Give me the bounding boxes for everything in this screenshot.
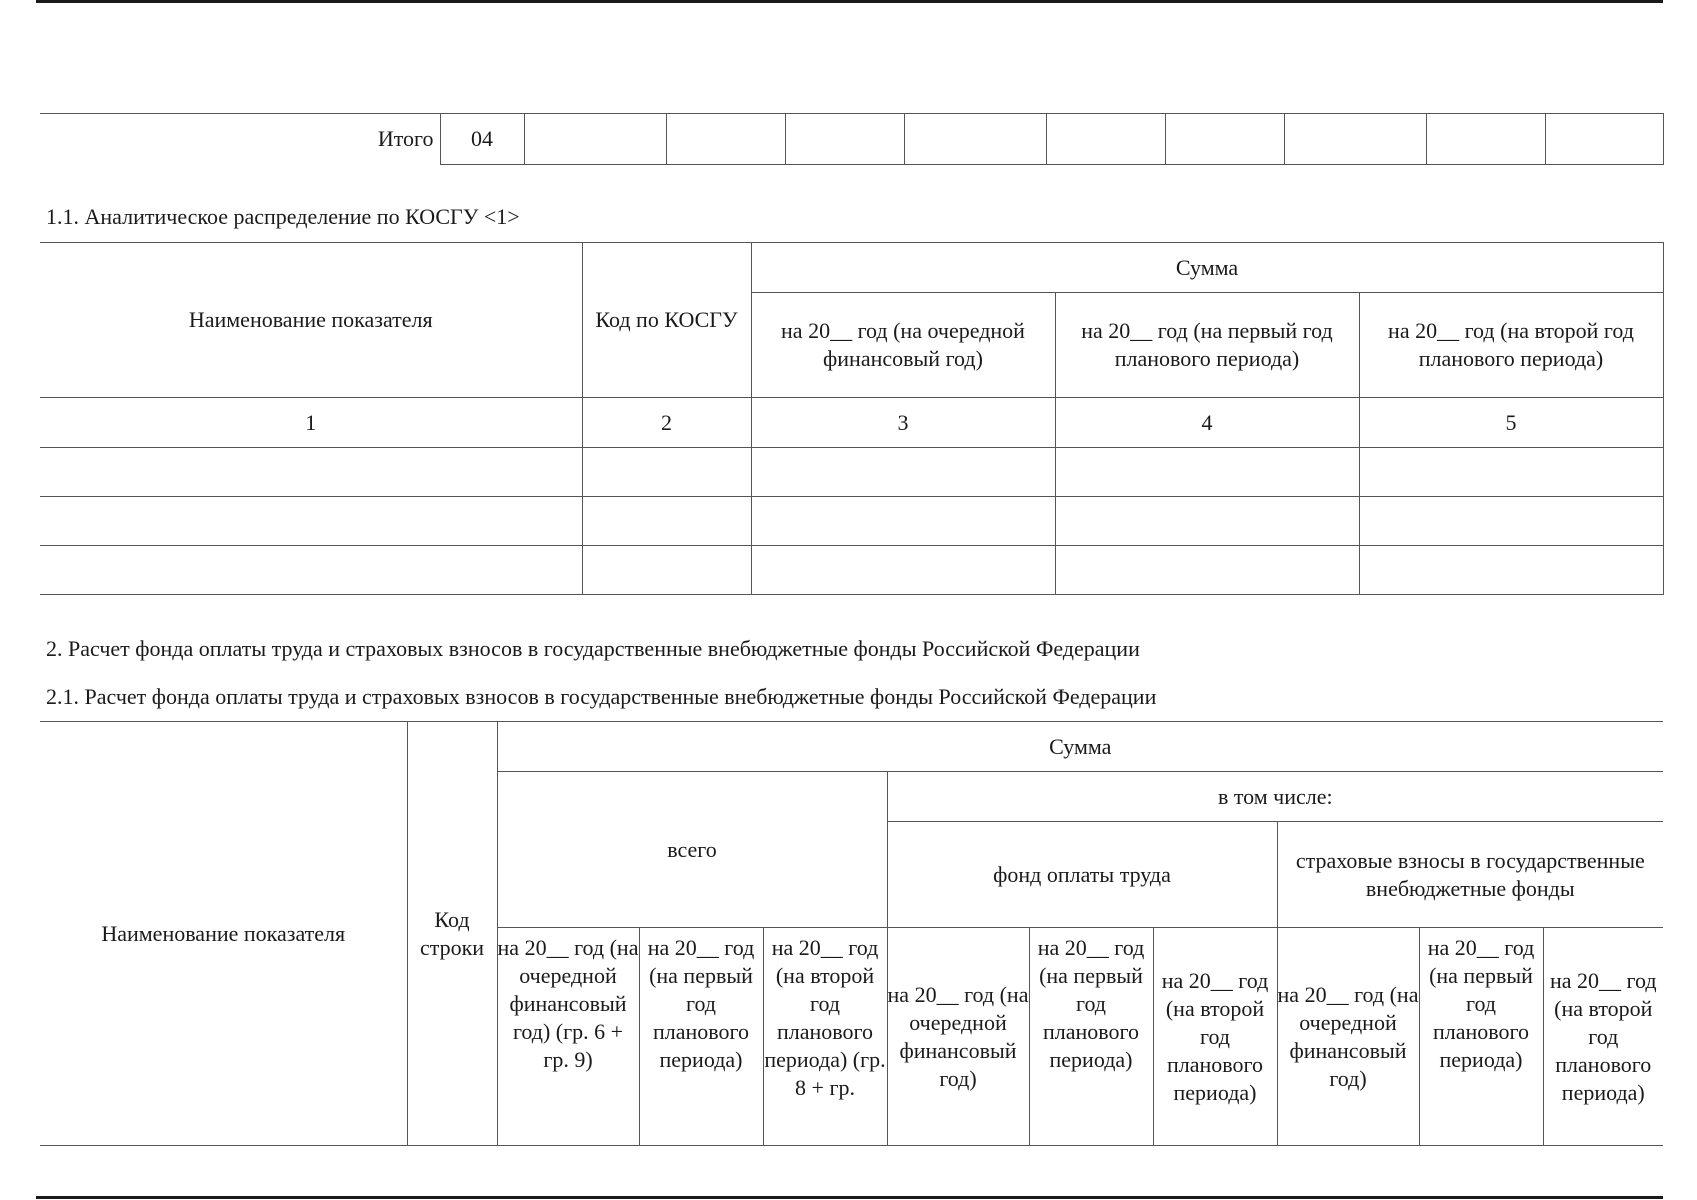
header-year-3: на 20__ год (на второй год планового периода) [1359, 293, 1663, 398]
header-year-2: на 20__ год (на первый год планового периода) [1055, 293, 1359, 398]
itogo-table [40, 113, 1664, 165]
empty-cell [751, 546, 1055, 595]
payroll-table [40, 721, 1663, 1146]
bottom-rule [36, 1196, 1663, 1199]
itogo-cell [1046, 114, 1165, 165]
empty-cell [751, 448, 1055, 497]
header-name: Наименование показателя [40, 243, 582, 398]
itogo-code: 04 [440, 114, 524, 165]
header-code: Код строки [407, 722, 497, 1146]
empty-cell [1359, 448, 1663, 497]
empty-cell [40, 546, 582, 595]
header-name: Наименование показателя [40, 722, 407, 1146]
column-number: 1 [40, 398, 582, 448]
table-row [40, 243, 1663, 293]
itogo-cell [666, 114, 785, 165]
header-insurance-year-1: на 20__ год (на очередной финансовый год) [1277, 928, 1419, 1146]
header-total-year-2: на 20__ год (на первый год планового периода) [639, 928, 763, 1146]
empty-cell [751, 497, 1055, 546]
kosgu-table [40, 242, 1664, 595]
table-row [40, 497, 1663, 546]
header-payroll: фонд оплаты труда [887, 822, 1277, 928]
section-1-1-title: 1.1. Аналитическое распределение по КОСГУ <1> [46, 204, 520, 229]
itogo-cell [1165, 114, 1284, 165]
empty-cell [40, 497, 582, 546]
header-insurance-year-2: на 20__ год (на первый год планового периода) [1419, 928, 1543, 1146]
table-row [40, 448, 1663, 497]
empty-cell [40, 448, 582, 497]
empty-cell [1055, 448, 1359, 497]
header-total-year-3: на 20__ год (на второй год планового периода) (гр. 8 + гр. [763, 928, 887, 1146]
column-number: 3 [751, 398, 1055, 448]
header-sum: Сумма [497, 722, 1663, 772]
header-sum: Сумма [751, 243, 1663, 293]
header-payroll-year-1: на 20__ год (на очередной финансовый год) [887, 928, 1029, 1146]
header-total: всего [497, 772, 887, 928]
column-number: 5 [1359, 398, 1663, 448]
header-insurance-year-3: на 20__ год (на второй год планового периода) [1543, 928, 1663, 1146]
table-row [40, 722, 1663, 772]
itogo-cell [1284, 114, 1426, 165]
header-insurance: страховые взносы в государственные внебюджетные фонды [1277, 822, 1663, 928]
header-total-year-1: на 20__ год (на очередной финансовый год) (гр. 6 + гр. 9) [497, 928, 639, 1146]
top-rule [36, 0, 1663, 3]
table-row [40, 546, 1663, 595]
empty-cell [582, 448, 751, 497]
empty-cell [1359, 546, 1663, 595]
empty-cell [582, 497, 751, 546]
empty-cell [1055, 546, 1359, 595]
header-year-1: на 20__ год (на очередной финансовый год) [751, 293, 1055, 398]
section-2-title: 2. Расчет фонда оплаты труда и страховых взносов в государственные внебюджетные фонды Российской Федерации [46, 636, 1140, 661]
empty-cell [1055, 497, 1359, 546]
header-payroll-year-2: на 20__ год (на первый год планового периода) [1029, 928, 1153, 1146]
header-payroll-year-3: на 20__ год (на второй год планового периода) [1153, 928, 1277, 1146]
itogo-cell [1426, 114, 1545, 165]
empty-cell [582, 546, 751, 595]
column-number-row [40, 398, 1663, 448]
itogo-cell [524, 114, 666, 165]
itogo-cell [1545, 114, 1663, 165]
column-number: 2 [582, 398, 751, 448]
column-number: 4 [1055, 398, 1359, 448]
itogo-row [40, 114, 1663, 165]
header-code: Код по КОСГУ [582, 243, 751, 398]
itogo-cell [904, 114, 1046, 165]
itogo-cell [785, 114, 904, 165]
section-2-1-title: 2.1. Расчет фонда оплаты труда и страховых взносов в государственные внебюджетные фонды Российской Федерации [46, 684, 1157, 709]
itogo-label: Итого [40, 114, 440, 165]
header-including: в том числе: [887, 772, 1663, 822]
empty-cell [1359, 497, 1663, 546]
